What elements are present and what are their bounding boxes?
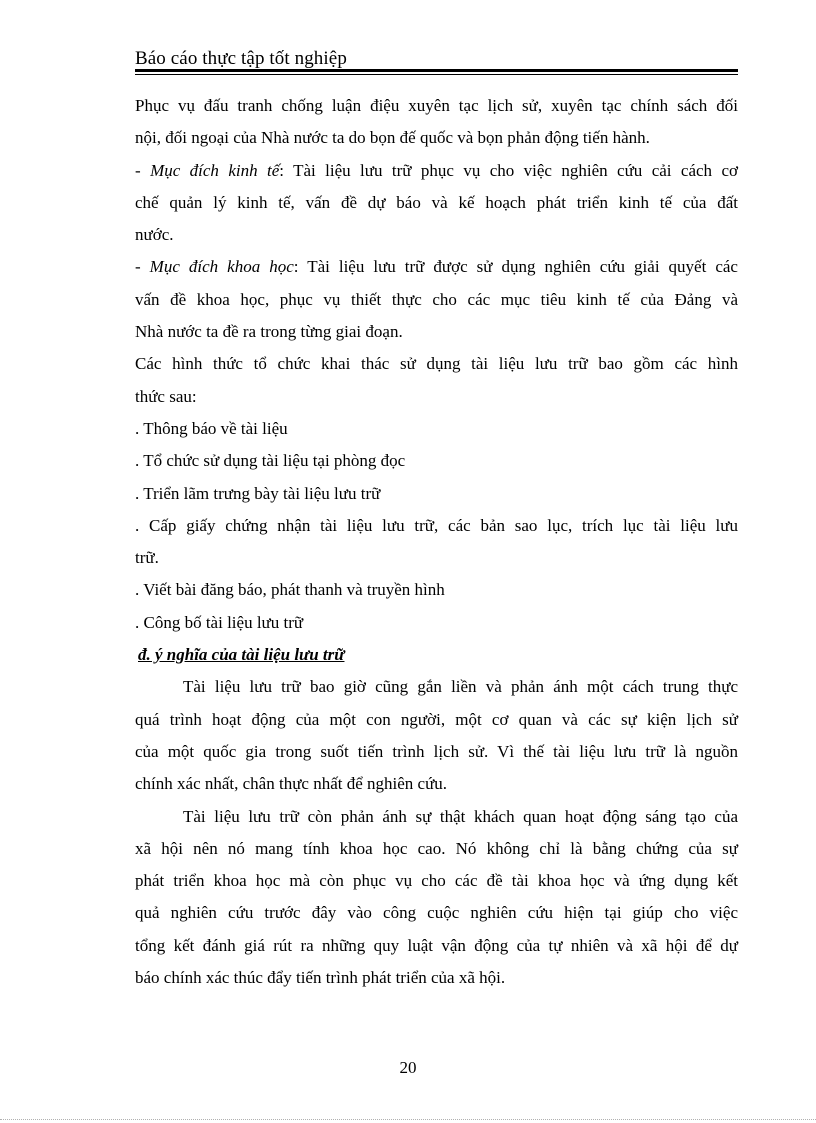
list-item: . Triển lãm trưng bày tài liệu lưu trữ — [135, 483, 381, 503]
document-body — [135, 90, 738, 994]
text-line: chính xác nhất, chân thực nhất để nghiên cứu. — [135, 774, 448, 794]
list-item: . Tổ chức sử dụng tài liệu tại phòng đọc — [135, 451, 406, 471]
purpose-label-science: Mục đích khoa học — [149, 257, 294, 277]
text-line: Các hình thức tổ chức khai thác sử dụng tài liệu lưu trữ bao gồm các hình — [135, 354, 738, 374]
purpose-text: : Tài liệu lưu trữ phục vụ cho việc nghiên cứu cải cách cơ — [279, 160, 738, 180]
section-heading: đ. ý nghĩa của tài liệu lưu trữ — [138, 645, 345, 665]
list-dash: - — [135, 160, 151, 180]
purpose-text: : Tài liệu lưu trữ được sử dụng nghiên cứu giải quyết các — [293, 257, 738, 277]
text-line: chế quản lý kinh tế, vấn đề dự báo và kế hoạch phát triển kinh tế của đất — [135, 192, 738, 212]
text-line: nước. — [135, 225, 174, 245]
text-line: quả nghiên cứu trước đây vào công cuộc nghiên cứu hiện tại giúp cho việc — [135, 903, 738, 923]
text-line-science-purpose — [135, 251, 738, 283]
page-number: 20 — [399, 1058, 417, 1077]
purpose-label-economic: Mục đích kinh tế — [150, 160, 280, 180]
text-line: Nhà nước ta đề ra trong từng giai đoạn. — [135, 322, 403, 342]
list-item: . Thông báo về tài liệu — [135, 418, 288, 438]
paragraph-first-line: Tài liệu lưu trữ bao giờ cũng gắn liền và phản ánh một cách trung thực — [183, 677, 738, 697]
text-line: của một quốc gia trong suốt tiến trình lịch sử. Vì thế tài liệu lưu trữ là nguồn — [135, 741, 738, 761]
text-line: tổng kết đánh giá rút ra những quy luật vận động của tự nhiên và xã hội để dự — [135, 935, 738, 955]
document-title: Báo cáo thực tập tốt nghiệp — [135, 48, 347, 69]
header-rule-thin — [135, 74, 738, 75]
text-line: trữ. — [135, 548, 159, 568]
header-rule-thick — [135, 69, 738, 72]
text-line: vấn đề khoa học, phục vụ thiết thực cho các mục tiêu kinh tế của Đảng và — [135, 289, 738, 309]
page-bottom-border — [0, 1119, 816, 1120]
text-line: báo chính xác thúc đẩy tiến trình phát triển của xã hội. — [135, 968, 506, 988]
page-header — [135, 48, 738, 70]
list-item: . Cấp giấy chứng nhận tài liệu lưu trữ, các bản sao lục, trích lục tài liệu lưu — [135, 515, 738, 535]
text-line: quá trình hoạt động của một con người, một cơ quan và các sự kiện lịch sử — [135, 709, 738, 729]
text-line: nội, đối ngoại của Nhà nước ta do bọn đế quốc và bọn phản động tiến hành. — [135, 128, 650, 148]
text-line: phát triển khoa học mà còn phục vụ cho các đề tài khoa học và ứng dụng kết — [135, 871, 738, 891]
list-dash: - — [135, 257, 150, 277]
text-line: Phục vụ đấu tranh chống luận điệu xuyên tạc lịch sử, xuyên tạc chính sách đối — [135, 96, 738, 115]
list-item: . Công bố tài liệu lưu trữ — [135, 612, 304, 632]
text-line: thức sau: — [135, 386, 197, 406]
text-line-economic-purpose — [135, 155, 738, 187]
text-line: xã hội nên nó mang tính khoa học cao. Nó không chỉ là bằng chứng của sự — [135, 838, 738, 858]
paragraph-first-line: Tài liệu lưu trữ còn phản ánh sự thật khách quan hoạt động sáng tạo của — [183, 806, 738, 826]
list-item: . Viết bài đăng báo, phát thanh và truyền hình — [135, 580, 445, 600]
